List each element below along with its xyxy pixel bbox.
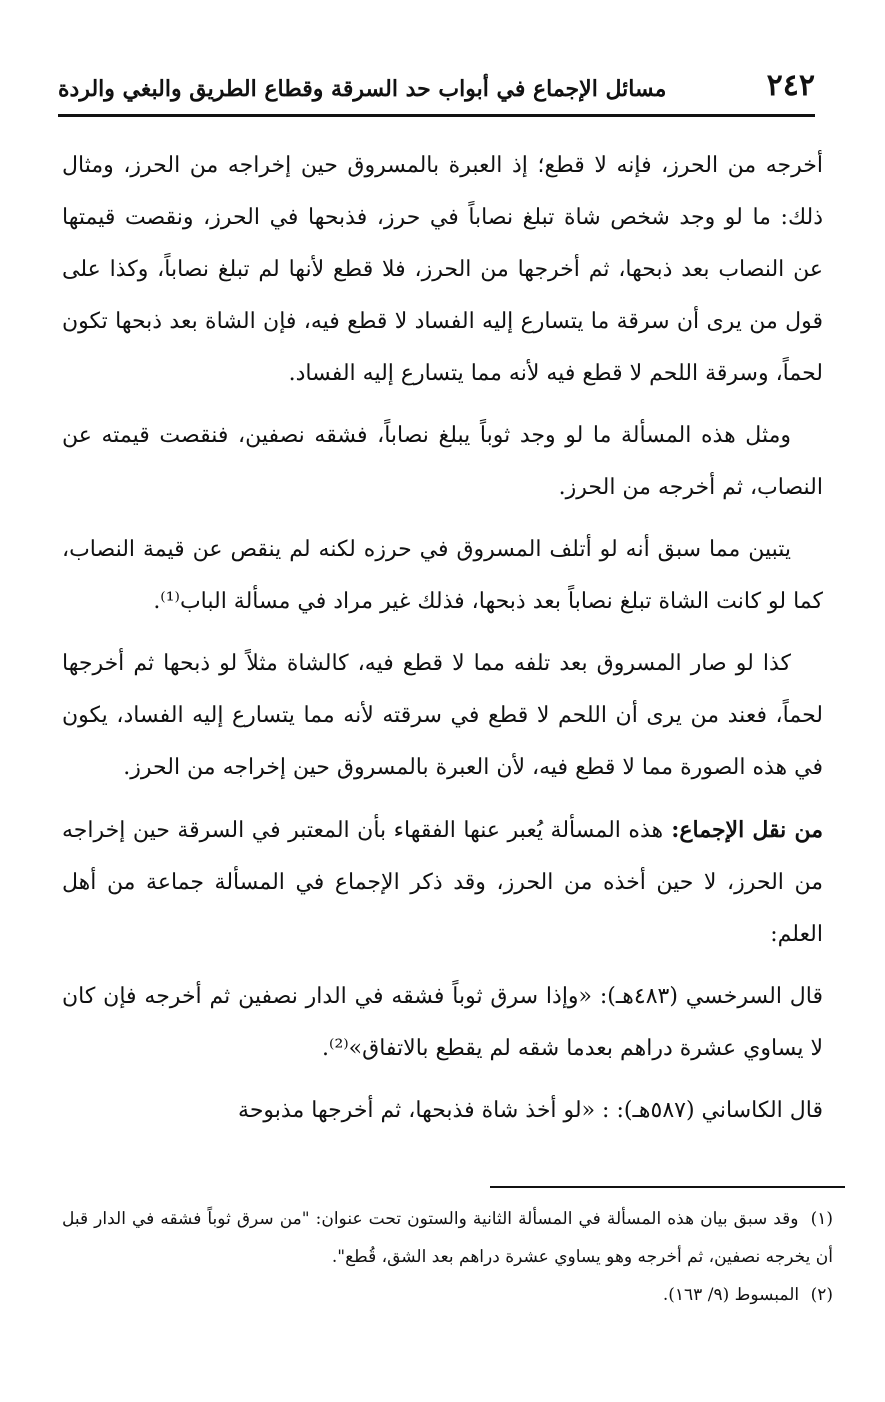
page-header [58,66,815,117]
paragraph-text: قال الكاساني (٥٨٧هـ): : «لو أخذ شاة فذبحها، ثم أخرجها مذبوحة [238,1098,823,1123]
footnote [62,1276,833,1314]
running-title: مسائل الإجماع في أبواب حد السرقة وقطاع الطريق والبغي والردة [58,76,667,102]
paragraph [62,971,823,1075]
footnote-number: (١) [810,1209,833,1229]
paragraph-text: هذه المسألة يُعبر عنها الفقهاء بأن المعتبر في السرقة حين إخراجه من الحرز، لا حين أخذه من الحرز، وقد ذكر الإجماع في المسألة جماعة من أهل العلم: [62,818,823,947]
section-lead: من نقل الإجماع: [663,817,823,843]
paragraph [62,1085,823,1137]
paragraph-text: كذا لو صار المسروق بعد تلفه مما لا قطع فيه، كالشاة مثلاً لو ذبحها ثم أخرجها لحماً، فعند من يرى أن اللحم لا قطع في سرقته لأنه مما يتسارع إليه الفساد، يكون في هذه الصورة مما لا قطع فيه، لأن العبرة بالمسروق حين إخراجه من الحرز. [62,651,823,780]
paragraph [62,638,823,794]
paragraph-text: ومثل هذه المسألة ما لو وجد ثوباً يبلغ نصاباً، فشقه نصفين، فنقصت قيمته عن النصاب، ثم أخرجه من الحرز. [62,423,823,500]
footnote-divider [490,1186,845,1188]
footnote-text: المبسوط (٩/ ١٦٣). [662,1285,800,1305]
page-number: ٢٤٢ [766,68,815,103]
paragraph [62,524,823,628]
paragraph-text: أخرجه من الحرز، فإنه لا قطع؛ إذ العبرة بالمسروق حين إخراجه من الحرز، ومثال ذلك: ما لو وجد شخص شاة تبلغ نصاباً في حرز، فذبحها في الحرز، ونقصت قيمتها عن النصاب بعد ذبحها، ثم أخرجها من الحرز، فلا قطع لأنها لم تبلغ نصاباً، وكذا على قول من يرى أن سرقة ما يتسارع إليه الفساد لا قطع فيه، فإن الشاة بعد ذبحها تكون لحماً، وسرقة اللحم لا قطع فيه لأنه مما يتسارع إليه الفساد. [62,153,823,386]
main-text [62,140,823,1147]
paragraph [62,804,823,961]
paragraph-text: يتبين مما سبق أنه لو أتلف المسروق في حرزه لكنه لم ينقص عن قيمة النصاب، كما لو كانت الشاة تبلغ نصاباً بعد ذبحها، فذلك غير مراد في مسألة الباب⁽¹⁾. [62,537,823,614]
footnote [62,1200,833,1276]
footnote-text: وقد سبق بيان هذه المسألة في المسألة الثانية والستون تحت عنوان: "من سرق ثوباً فشقه في الدار قبل أن يخرجه نصفين، ثم أخرجه وهو يساوي عشرة دراهم بعد الشق، قُطع". [62,1209,833,1267]
footnotes [62,1200,833,1314]
paragraph-text: قال السرخسي (٤٨٣هـ): «وإذا سرق ثوباً فشقه في الدار نصفين ثم أخرجه فإن كان لا يساوي عشرة دراهم بعدما شقه لم يقطع بالاتفاق»⁽²⁾. [62,984,824,1061]
paragraph [62,410,823,514]
paragraph [62,140,823,400]
footnote-number: (٢) [810,1285,833,1305]
